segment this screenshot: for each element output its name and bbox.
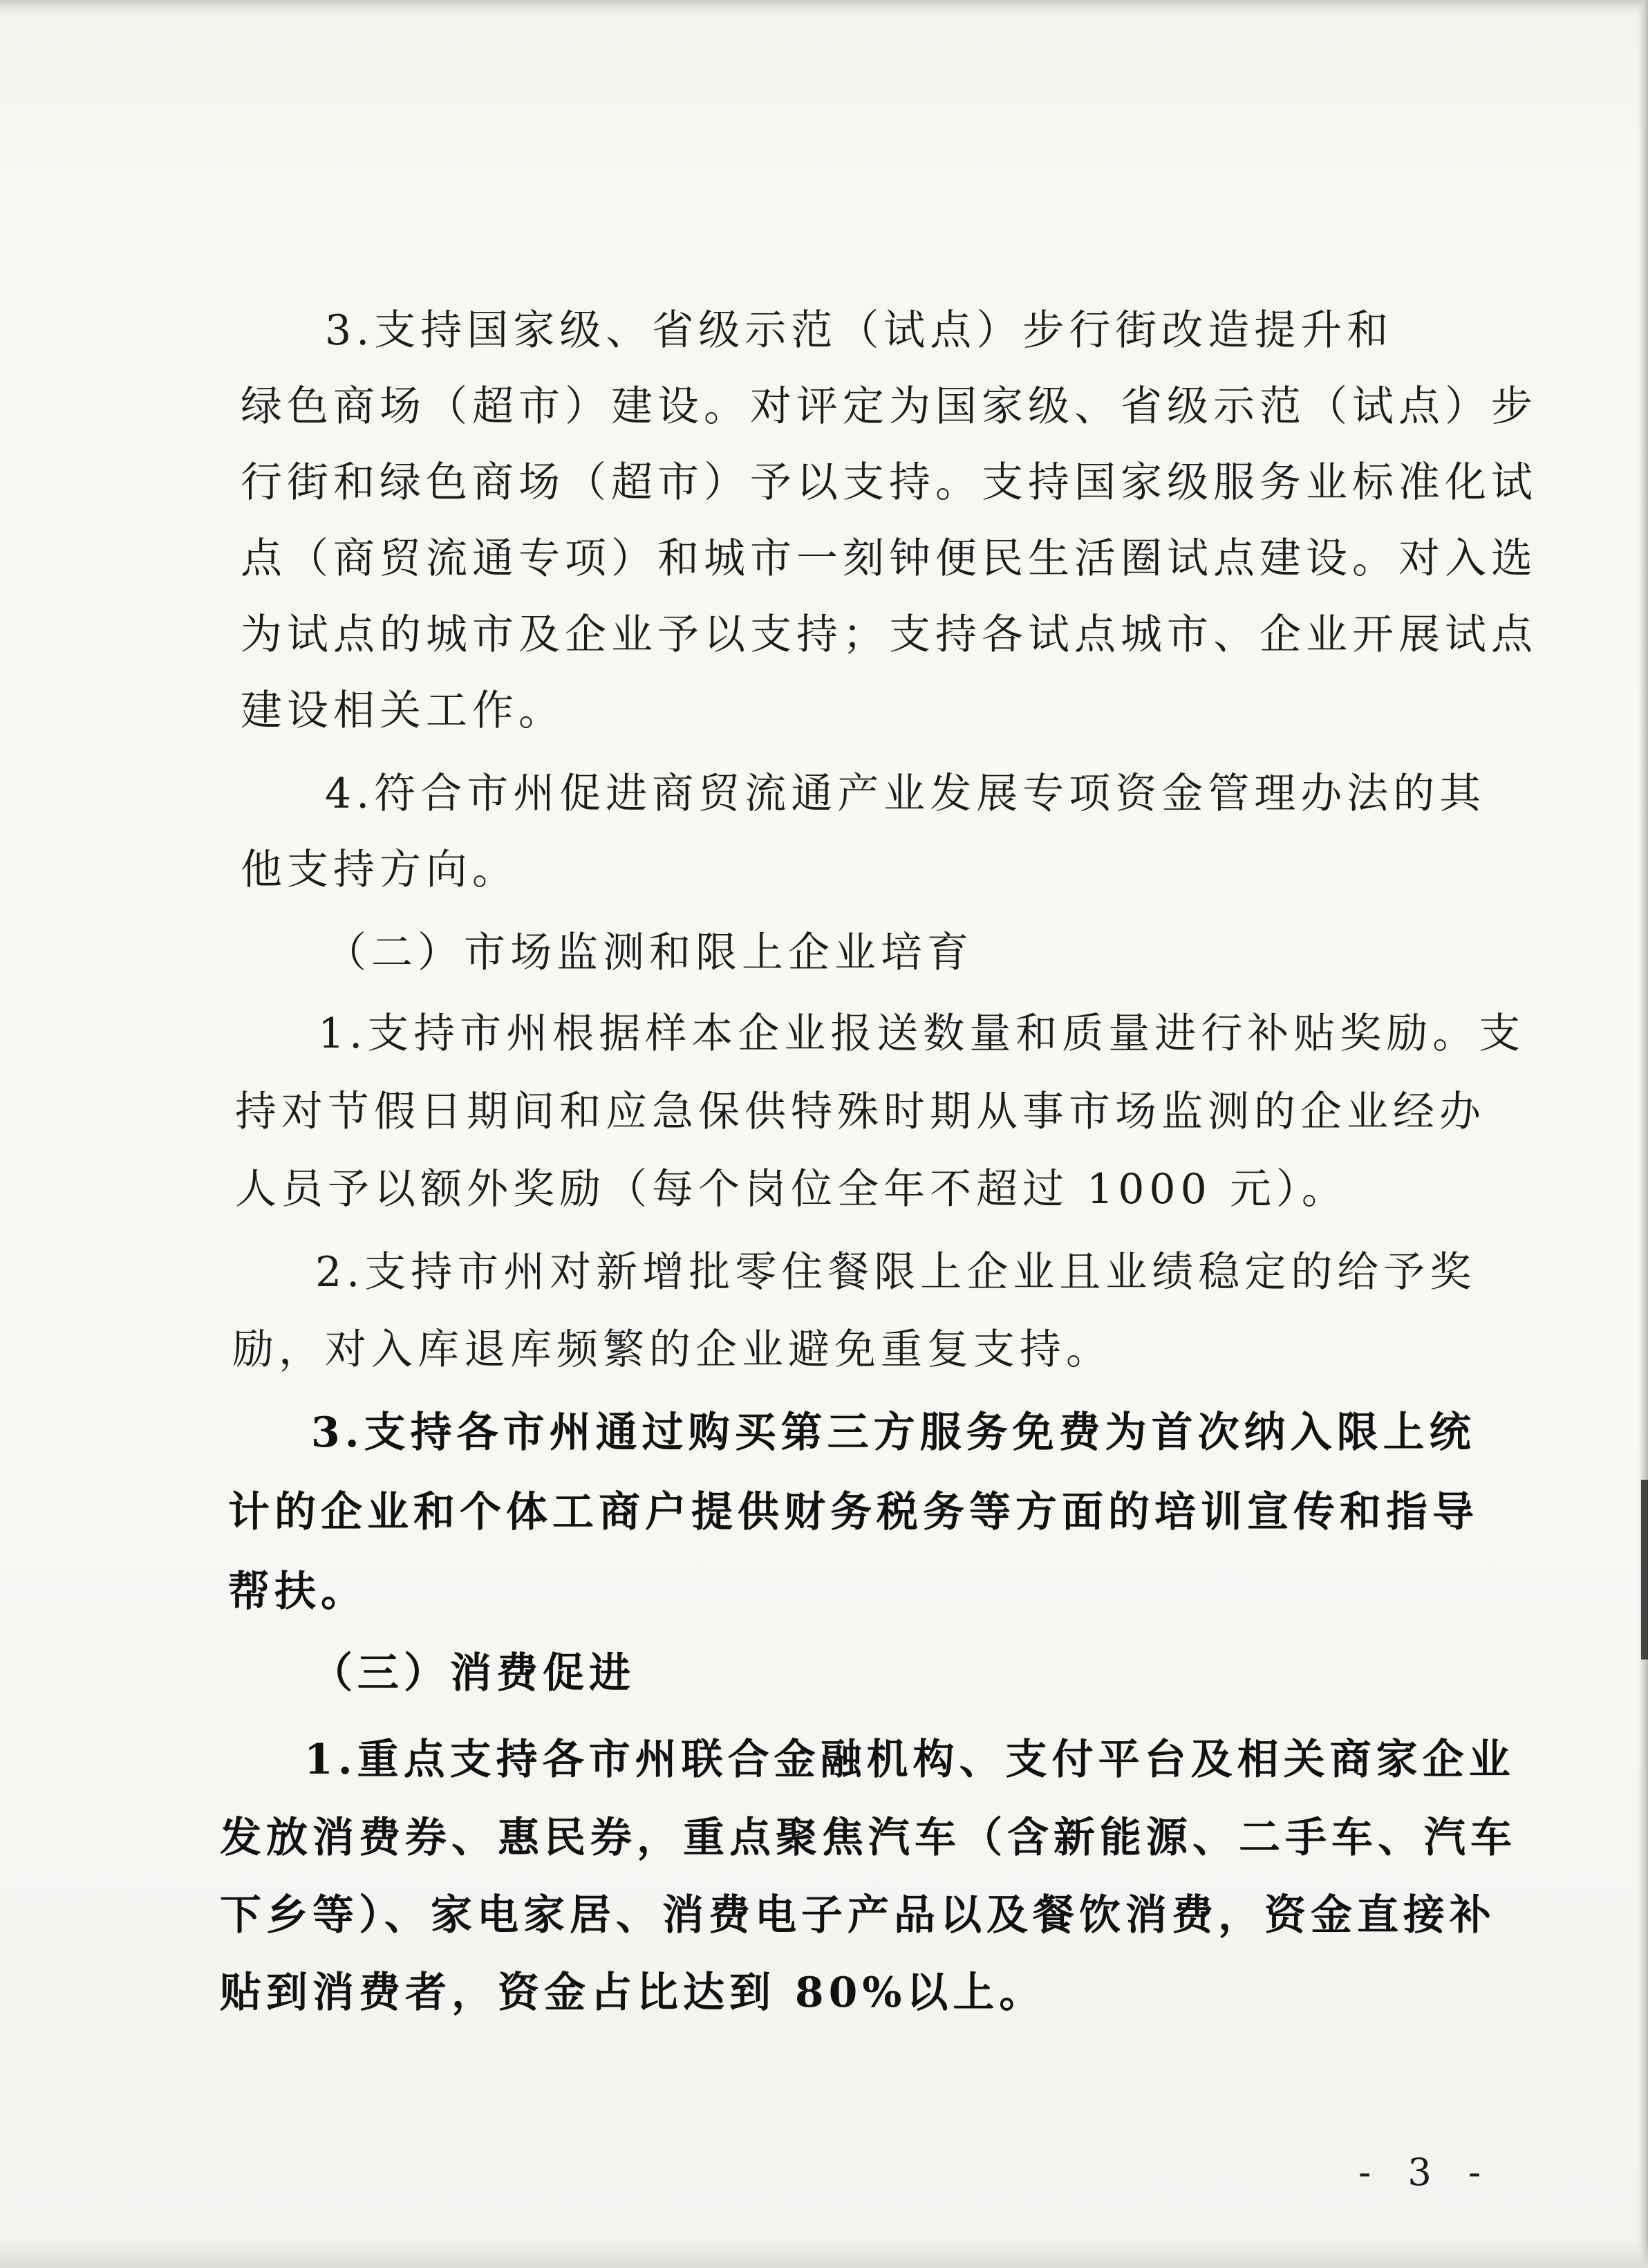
section-heading-2: （二）市场监测和限上企业培育 <box>325 929 973 977</box>
section-3-item-1-line-3: 下乡等）、家电家居、消费电子产品以及餐饮消费，资金直接补 <box>220 1891 1496 1940</box>
section-2-item-3-line-2: 计的企业和个体工商户提供财务税务等方面的培训宣传和指导 <box>228 1488 1479 1536</box>
paragraph-3-line-4: 点（商贸流通专项）和城市一刻钟便民生活圈试点建设。对入选 <box>241 535 1537 583</box>
section-2-item-3-line-1: 3.支持各市州通过购买第三方服务免费为首次纳入限上统 <box>311 1409 1476 1457</box>
page-number: - 3 - <box>1358 2150 1494 2194</box>
section-2-item-2-line-1: 2.支持市州对新增批零住餐限上企业且业绩稳定的给予奖 <box>315 1248 1477 1296</box>
section-2-item-2-line-2: 励，对入库退库频繁的企业避免重复支持。 <box>232 1326 1112 1374</box>
section-heading-3: （三）消费促进 <box>311 1649 635 1698</box>
paragraph-3-line-5: 为试点的城市及企业予以支持；支持各试点城市、企业开展试点 <box>241 611 1537 659</box>
section-3-item-1-line-4: 贴到消费者，资金占比达到 80%以上。 <box>220 1969 1046 2017</box>
section-2-item-1-line-1: 1.支持市州根据样本企业报送数量和质量进行补贴奖励。支 <box>318 1010 1526 1058</box>
paragraph-3-line-1: 3.支持国家级、省级示范（试点）步行街改造提升和 <box>325 306 1394 355</box>
paragraph-3-line-3: 行街和绿色商场（超市）予以支持。支持国家级服务业标准化试 <box>241 458 1537 507</box>
paragraph-3-line-2: 绿色商场（超市）建设。对评定为国家级、省级示范（试点）步 <box>241 382 1537 431</box>
paragraph-4-line-1: 4.符合市州促进商贸流通产业发展专项资金管理办法的其 <box>325 770 1486 818</box>
section-3-item-1-line-1: 1.重点支持各市州联合金融机构、支付平台及相关商家企业 <box>304 1736 1515 1784</box>
section-2-item-3-line-3: 帮扶。 <box>228 1568 367 1616</box>
section-3-item-1-line-2: 发放消费券、惠民券，重点聚焦汽车（含新能源、二手车、汽车 <box>220 1814 1517 1862</box>
paragraph-4-line-2: 他支持方向。 <box>241 846 518 894</box>
section-2-item-1-line-2: 持对节假日期间和应急保供特殊时期从事市场监测的企业经办 <box>235 1088 1486 1136</box>
paragraph-3-line-6: 建设相关工作。 <box>241 687 565 735</box>
section-2-item-1-line-3: 人员予以额外奖励（每个岗位全年不超过 1000 元）。 <box>235 1165 1348 1214</box>
